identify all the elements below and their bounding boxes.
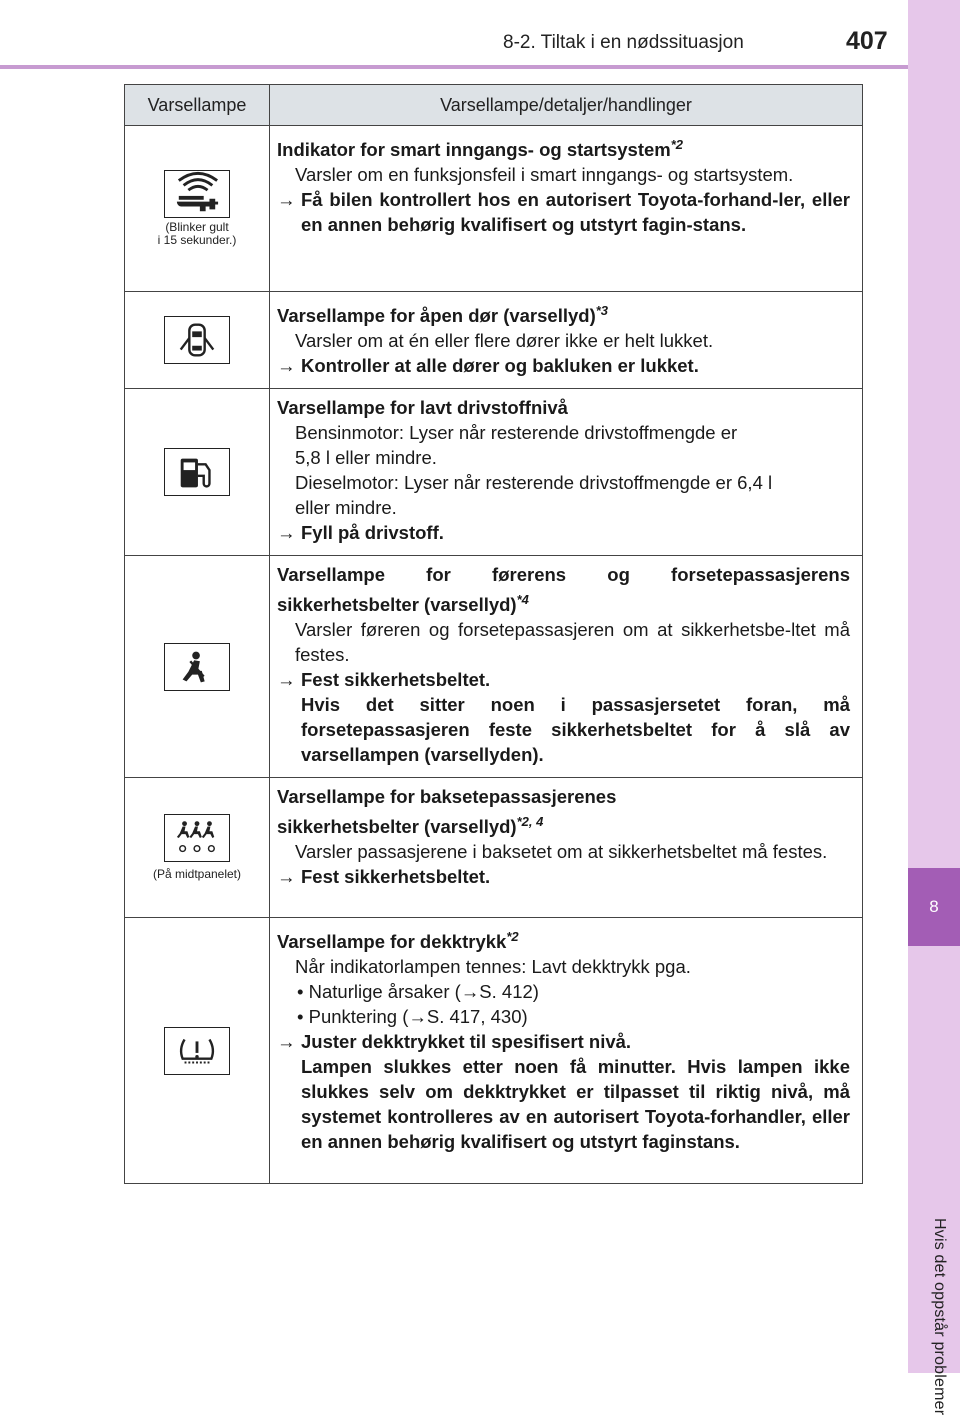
chapter-title: Hvis det oppstår problemer bbox=[931, 1218, 948, 1415]
chapter-number: 8 bbox=[908, 868, 960, 946]
footnote-ref: *2 bbox=[506, 929, 519, 945]
warning-title: Varsellampe for førerens og forsetepassasjerens bbox=[277, 564, 850, 586]
table-header-row bbox=[125, 85, 863, 126]
table-row bbox=[125, 918, 863, 1184]
icon-cell bbox=[125, 389, 270, 556]
details-cell bbox=[270, 778, 863, 918]
warning-action: Fyll på drivstoff. bbox=[301, 522, 444, 544]
icon-cell bbox=[125, 292, 270, 389]
warning-description: Når indikatorlampen tennes: Lavt dekktrykk pga. bbox=[295, 956, 691, 978]
arrow-icon: → bbox=[277, 522, 296, 544]
footnote-ref: *2 bbox=[670, 137, 684, 152]
arrow-icon: → bbox=[277, 1031, 296, 1053]
warning-description: Varsler føreren og forsetepassasjeren om at sikkerhetsbe-ltet må festes. bbox=[295, 619, 850, 666]
warning-action: Fest sikkerhetsbeltet. bbox=[301, 669, 491, 691]
warning-description: Varsler om at én eller flere dører ikke er helt lukket. bbox=[295, 330, 714, 352]
warning-action: Fest sikkerhetsbeltet. bbox=[301, 866, 491, 888]
warning-action: Få bilen kontrollert hos en autorisert Toyota-forhand-ler, eller en annen behørig kvalifisert og utstyrt fagin-stans. bbox=[301, 189, 850, 236]
icon-caption: i 15 sekunder.) bbox=[157, 233, 237, 247]
footnote-ref: *2, 4 bbox=[516, 814, 544, 830]
arrow-icon: → bbox=[277, 866, 296, 888]
list-item: • Punktering (→S. 417, 430) bbox=[297, 1006, 528, 1028]
warning-subnote: Hvis det sitter noen i passasjersetet foran, må forsetepassasjeren feste sikkerhetsbeltet for å slå av varsellampen (varsellyden). bbox=[301, 694, 850, 766]
smart-key-icon bbox=[164, 170, 230, 218]
warning-action: Juster dekktrykket til spesifisert nivå. bbox=[301, 1031, 632, 1053]
warning-description: Bensinmotor: Lyser når resterende drivstoffmengde er bbox=[295, 422, 738, 444]
icon-cell bbox=[125, 778, 270, 918]
list-item: • Naturlige årsaker (→S. 412) bbox=[297, 981, 539, 1003]
section-title: 8-2. Tiltak i en nødssituasjon bbox=[503, 32, 744, 53]
warning-title: sikkerhetsbelter (varsellyd) bbox=[277, 816, 517, 838]
warning-action: Kontroller at alle dører og bakluken er lukket. bbox=[301, 355, 699, 377]
details-cell bbox=[270, 556, 863, 778]
rear-seatbelt-icon bbox=[164, 814, 230, 862]
icon-cell bbox=[125, 556, 270, 778]
details-cell bbox=[270, 126, 863, 292]
icon-cell bbox=[125, 126, 270, 292]
warning-title: Varsellampe for baksetepassasjerenes bbox=[277, 786, 617, 808]
table-row bbox=[125, 556, 863, 778]
column-header-details: Varsellampe/detaljer/handlinger bbox=[270, 85, 863, 126]
warning-title: Varsellampe for dekktrykk bbox=[277, 931, 507, 953]
table-row bbox=[125, 126, 863, 292]
footnote-ref: *3 bbox=[595, 303, 609, 318]
icon-caption: (På midtpanelet) bbox=[152, 867, 242, 882]
warning-title: sikkerhetsbelter (varsellyd) bbox=[277, 594, 517, 616]
open-door-icon bbox=[164, 316, 230, 364]
warning-description: Varsler om en funksjonsfeil i smart inngangs- og startsystem. bbox=[295, 164, 794, 186]
warning-description: 5,8 l eller mindre. bbox=[295, 447, 437, 469]
arrow-icon: → bbox=[277, 669, 296, 691]
warning-description: Dieselmotor: Lyser når resterende drivstoffmengde er 6,4 l bbox=[295, 472, 773, 494]
warning-title: Varsellampe for lavt drivstoffnivå bbox=[277, 397, 568, 419]
table-row bbox=[125, 292, 863, 389]
arrow-icon: → bbox=[277, 355, 296, 377]
footnote-ref: *4 bbox=[516, 592, 529, 608]
warning-title: Indikator for smart inngangs- og startsystem bbox=[277, 139, 671, 161]
column-header-lamp: Varsellampe bbox=[125, 85, 270, 126]
seatbelt-icon bbox=[164, 643, 230, 691]
details-cell bbox=[270, 292, 863, 389]
details-cell bbox=[270, 918, 863, 1184]
warning-description: Varsler passasjerene i baksetet om at sikkerhetsbeltet må festes. bbox=[295, 841, 828, 863]
icon-caption: (Blinker gult bbox=[165, 220, 229, 234]
warning-light-table bbox=[124, 84, 863, 1184]
details-cell bbox=[270, 389, 863, 556]
chapter-side-tab bbox=[908, 0, 960, 1415]
warning-title: Varsellampe for åpen dør (varsellyd) bbox=[277, 305, 596, 327]
fuel-pump-icon bbox=[164, 448, 230, 496]
page-number: 407 bbox=[846, 27, 888, 55]
warning-description: eller mindre. bbox=[295, 497, 397, 519]
tire-pressure-icon bbox=[164, 1027, 230, 1075]
table-row bbox=[125, 389, 863, 556]
warning-subnote: Lampen slukkes etter noen få minutter. Hvis lampen ikke slukkes selv om dekktrykket er tilpasset til riktig nivå, må systemet kontrolleres av en autorisert Toyota-forhandler, eller en annen behørig kvalifisert og utstyrt faginstans. bbox=[301, 1056, 850, 1153]
header-divider bbox=[0, 65, 908, 69]
arrow-icon: → bbox=[277, 189, 296, 211]
table-row bbox=[125, 778, 863, 918]
icon-cell bbox=[125, 918, 270, 1184]
